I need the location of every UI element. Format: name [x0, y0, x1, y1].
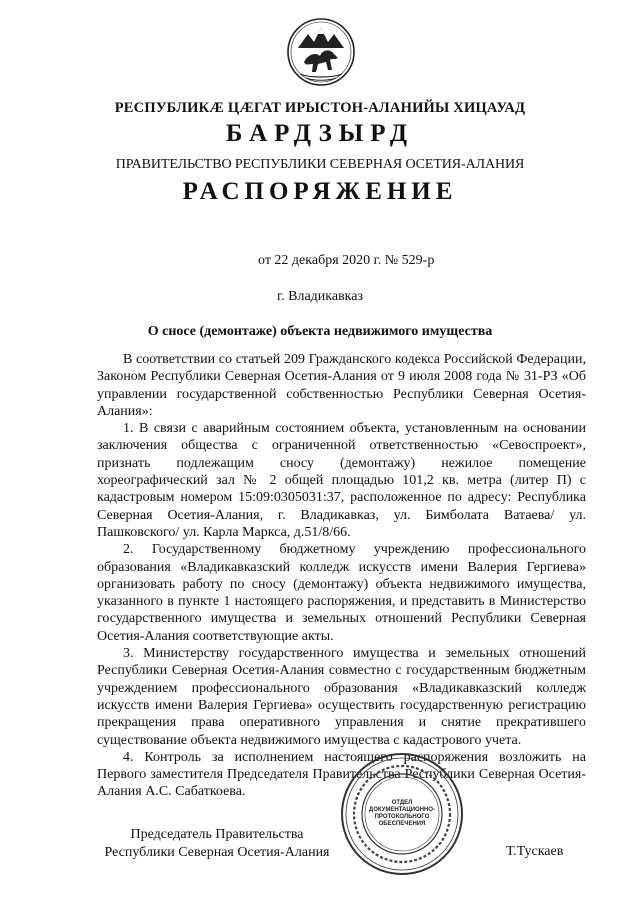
signatory-position-line-2: Республики Северная Осетия-Алания [104, 845, 330, 860]
signatory-position [97, 826, 337, 862]
signatory-name: Т.Тускаев [506, 844, 564, 859]
document-date-number: от 22 декабря 2020 г. № 529-р [258, 253, 435, 268]
document-city: г. Владикавказ [276, 289, 364, 304]
paragraph-preamble: В соответствии со статьей 209 Гражданского кодекса Российской Федерации, Законом Республики Северная Осетия-Алания от 9 июля 2008 года № 31-РЗ «Об управлении государственной собственностью Республики Северная Осетия-Алания»: [97, 352, 586, 419]
paragraph-item-4: 4. Контроль за исполнением настоящего распоряжения возложить на Первого заместителя Председателя Правительства Республики Северная Осетия-Алания А.С. Сабаткоева. [97, 749, 586, 800]
paragraph-item-3: 3. Министерству государственного имущества и земельных отношений Республики Северная Осетия-Алания совместно с государственным бюджетным учреждением профессионального образования «Владикавказский колледж искусств имени Валерия Гергиева» осуществить государственную регистрацию прекращения права оперативного управления и снятие прекратившего существование объекта недвижимого имущества с кадастрового учета. [97, 646, 586, 748]
coat-of-arms-emblem-icon [286, 14, 356, 90]
stamp-inscription: ОТДЕЛ ДОКУМЕНТАЦИОННО- ПРОТОКОЛЬНОГО ОБЕСПЕЧЕНИЯ [368, 800, 436, 827]
signatory-position-line-1: Председатель Правительства [130, 827, 304, 842]
russian-document-type: РАСПОРЯЖЕНИЕ [182, 178, 458, 205]
document-title: О сносе (демонтаже) объекта недвижимого имущества [147, 324, 493, 339]
paragraph-item-1: 1. В связи с аварийным состоянием объекта, установленным на основании заключения общества с ограниченной ответственностью «Севоспроект», признать подлежащим сносу (демонтажу) нежилое помещение хореографический зал № 2 общей площадью 101,2 кв. метра (литер П) с кадастровым номером 15:09:0305031:37, расположенное по адресу: Республика Северная Осетия-Алания, г. Владикавказ, ул. Бимболата Ватаева/ ул. Пашковского/ ул. Карла Маркса, д.51/8/66. [97, 421, 586, 540]
paragraph-item-2: 2. Государственному бюджетному учреждению профессионального образования «Владикавказский колледж искусств имени Валерия Гергиева» организовать работу по сносу (демонтажу) объекта недвижимого имущества, указанного в пункте 1 настоящего распоряжения, и представить в Министерство государственного имущества и земельных отношений Республики Северная Осетия-Алания соответствующие акты. [97, 542, 586, 644]
document-body [97, 351, 586, 801]
ossetian-document-type: БАРДЗЫРД [225, 120, 415, 147]
russian-government-name: ПРАВИТЕЛЬСТВО РЕСПУБЛИКИ СЕВЕРНАЯ ОСЕТИЯ-АЛАНИЯ [115, 157, 525, 172]
ossetian-government-name: РЕСПУБЛИКӔ ЦӔГАТ ИРЫСТОН-АЛАНИЙЫ ХИЦАУАД [114, 100, 526, 116]
